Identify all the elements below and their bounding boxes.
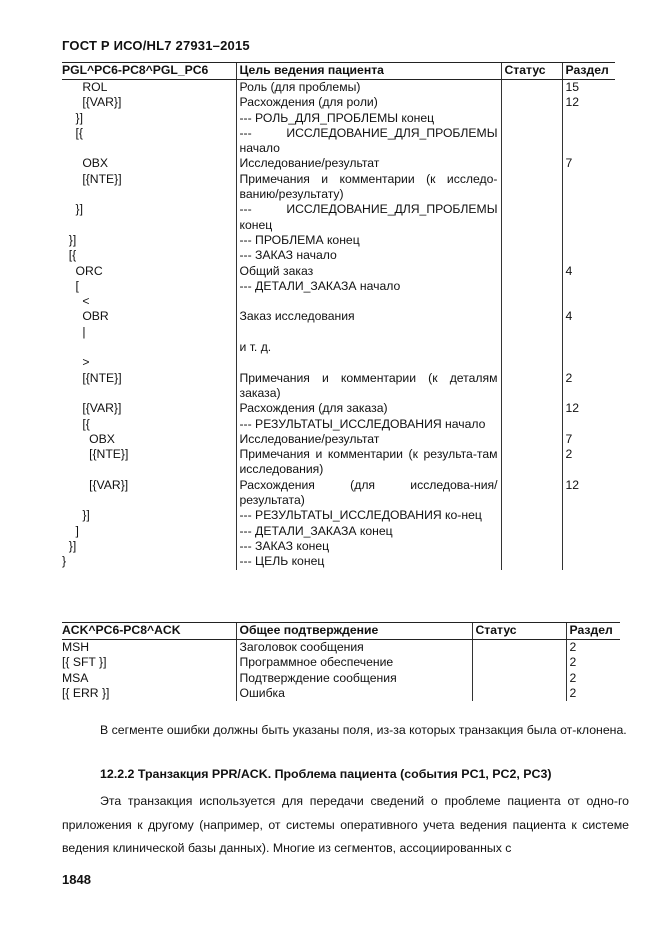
cell-segment: | [62,324,86,339]
col-header-section: Раздел [562,63,615,80]
cell-segment: [{ ERR }] [62,685,110,700]
cell-status [501,447,562,478]
cell-description: Ошибка [236,686,472,701]
cell-status [501,309,562,324]
cell-description: --- ПРОБЛЕМА конец [236,233,501,248]
cell-segment: }] [62,508,90,523]
document-header: ГОСТ Р ИСО/HL7 27931–2015 [62,38,250,53]
ack-message-table [62,622,620,701]
table-row [62,539,615,554]
cell-status [501,264,562,279]
cell-section [562,126,615,157]
cell-section [562,417,615,432]
cell-description: --- РОЛЬ_ДЛЯ_ПРОБЛЕМЫ конец [236,111,501,126]
table-row [62,172,615,203]
cell-status [501,539,562,554]
cell-description: --- ДЕТАЛИ_ЗАКАЗА конец [236,524,501,539]
cell-segment: ROL [62,80,108,94]
table-row [62,126,615,157]
cell-status [501,524,562,539]
cell-status [501,371,562,402]
cell-status [501,172,562,203]
cell-status [501,508,562,523]
cell-segment: < [62,294,90,309]
cell-section [562,524,615,539]
paragraph-error-note: В сегменте ошибки должны быть указаны поля, из-за которых транзакция была от-клонена. [100,723,627,737]
table-row [62,686,620,701]
cell-segment: ORC [62,263,103,278]
cell-segment: }] [62,202,84,217]
table-row [62,325,615,340]
table-row [62,640,620,656]
cell-section: 15 [562,80,615,96]
table-row [62,417,615,432]
cell-description: Примечания и комментарии (к деталям заказа) [236,371,501,402]
cell-section: 7 [562,156,615,171]
cell-description: Расхождения (для роли) [236,95,501,110]
page-number: 1848 [62,872,91,887]
cell-section: 7 [562,432,615,447]
cell-segment: [{VAR}] [62,477,129,492]
table-row [62,80,615,96]
cell-section [562,340,615,355]
col-header-segment: ACK^PC6-PC8^ACK [62,623,236,640]
cell-description: Роль (для проблемы) [236,80,501,96]
cell-status [501,126,562,157]
table-body [62,640,620,702]
col-header-description: Цель ведения пациента [236,63,501,80]
cell-status [501,233,562,248]
table-row [62,309,615,324]
cell-description: Расхождения (для заказа) [236,401,501,416]
cell-description: --- РЕЗУЛЬТАТЫ_ИССЛЕДОВАНИЯ начало [236,417,501,432]
cell-section: 2 [562,447,615,478]
cell-segment: [{ [62,248,77,263]
table-row [62,447,615,478]
cell-description [236,325,501,340]
cell-segment: } [62,554,67,569]
cell-section: 12 [562,478,615,509]
table-row [62,233,615,248]
cell-description: Заголовок сообщения [236,640,472,656]
cell-segment: }] [62,232,77,247]
cell-status [472,671,566,686]
table-row [62,508,615,523]
col-header-status: Статус [472,623,566,640]
cell-segment: [ [62,278,79,293]
cell-description: --- ЗАКАЗ конец [236,539,501,554]
cell-status [501,279,562,294]
cell-segment: ] [62,523,79,538]
table-row [62,95,615,110]
cell-description: --- ДЕТАЛИ_ЗАКАЗА начало [236,279,501,294]
cell-status [472,655,566,670]
cell-segment: [{ [62,416,90,431]
cell-status [501,325,562,340]
cell-section: 12 [562,95,615,110]
col-header-segment: PGL^PC6-PC8^PGL_PC6 [62,63,236,80]
cell-section: 2 [566,640,620,656]
cell-description: --- ЦЕЛЬ конец [236,554,501,569]
paragraph-transaction-description: Эта транзакция используется для передачи сведений о проблеме пациента от одно-го приложения к другому (например, от системы оперативного учета ведения пациента к системе ведения клинической базы данных). Многие из сегментов, ассоциированных с [62,794,629,855]
cell-segment: OBX [62,431,115,446]
cell-segment: }] [62,538,77,553]
cell-status [501,432,562,447]
table-row [62,111,615,126]
cell-segment: [{ SFT }] [62,655,107,670]
table-row [62,371,615,402]
cell-status [501,340,562,355]
cell-description: Общий заказ [236,264,501,279]
table-header-row [62,63,615,80]
cell-section [562,294,615,309]
cell-description: и т. д. [236,340,501,355]
cell-segment: OBR [62,309,109,324]
cell-description: Примечания и комментарии (к исследо-ванию/результату) [236,172,501,203]
cell-section [562,248,615,263]
cell-status [501,417,562,432]
table-row [62,294,615,309]
cell-description: Подтверждение сообщения [236,671,472,686]
cell-description: Примечания и комментарии (к результа-там исследования) [236,447,501,478]
cell-status [501,248,562,263]
cell-section: 2 [566,671,620,686]
cell-section: 2 [562,371,615,402]
cell-section [562,172,615,203]
cell-section: 12 [562,401,615,416]
cell-description: Заказ исследования [236,309,501,324]
cell-status [501,401,562,416]
cell-segment: [{NTE}] [62,447,129,462]
pgl-message-table [62,62,615,570]
table-row [62,524,615,539]
col-header-status: Статус [501,63,562,80]
cell-segment: > [62,355,90,370]
cell-status [501,294,562,309]
section-heading: 12.2.2 Транзакция PPR/ACK. Проблема пациента (события PC1, PC2, PC3) [100,767,552,781]
cell-segment: OBX [62,156,109,171]
cell-section: 4 [562,264,615,279]
cell-description: Расхождения (для исследова-ния/результата) [236,478,501,509]
col-header-description: Общее подтверждение [236,623,472,640]
table-row [62,671,620,686]
table-row [62,432,615,447]
table-row [62,355,615,370]
cell-segment: MSH [62,640,90,654]
cell-section [562,355,615,370]
cell-segment: [{NTE}] [62,370,122,385]
table-row [62,156,615,171]
table-row [62,279,615,294]
cell-section [562,202,615,233]
cell-section [562,325,615,340]
cell-description: Исследование/результат [236,432,501,447]
cell-section [562,279,615,294]
cell-description: --- ИССЛЕДОВАНИЕ_ДЛЯ_ПРОБЛЕМЫ начало [236,126,501,157]
cell-description: --- ИССЛЕДОВАНИЕ_ДЛЯ_ПРОБЛЕМЫ конец [236,202,501,233]
cell-status [501,111,562,126]
table-row [62,264,615,279]
table-row [62,401,615,416]
table-row [62,248,615,263]
cell-description [236,294,501,309]
cell-status [501,156,562,171]
table-row [62,554,615,569]
cell-status [472,640,566,656]
table-row [62,340,615,355]
cell-description: --- ЗАКАЗ начало [236,248,501,263]
cell-status [501,95,562,110]
cell-segment: [{ [62,125,84,140]
cell-segment [62,340,236,355]
cell-segment: MSA [62,670,89,685]
table-row [62,478,615,509]
table-header-row [62,623,620,640]
cell-section [562,508,615,523]
cell-segment: }] [62,110,84,125]
table-body [62,80,615,570]
cell-description: Исследование/результат [236,156,501,171]
cell-status [501,202,562,233]
cell-segment: [{VAR}] [62,95,122,110]
cell-segment: [{NTE}] [62,171,122,186]
table-row [62,202,615,233]
cell-section [562,554,615,569]
cell-description [236,355,501,370]
cell-section: 2 [566,686,620,701]
cell-segment: [{VAR}] [62,401,122,416]
cell-section [562,539,615,554]
cell-section [562,111,615,126]
cell-section: 4 [562,309,615,324]
table-row [62,655,620,670]
cell-section: 2 [566,655,620,670]
cell-status [501,478,562,509]
cell-status [472,686,566,701]
cell-section [562,233,615,248]
cell-description: --- РЕЗУЛЬТАТЫ_ИССЛЕДОВАНИЯ ко-нец [236,508,501,523]
col-header-section: Раздел [566,623,620,640]
cell-status [501,554,562,569]
cell-status [501,80,562,96]
cell-description: Программное обеспечение [236,655,472,670]
cell-status [501,355,562,370]
